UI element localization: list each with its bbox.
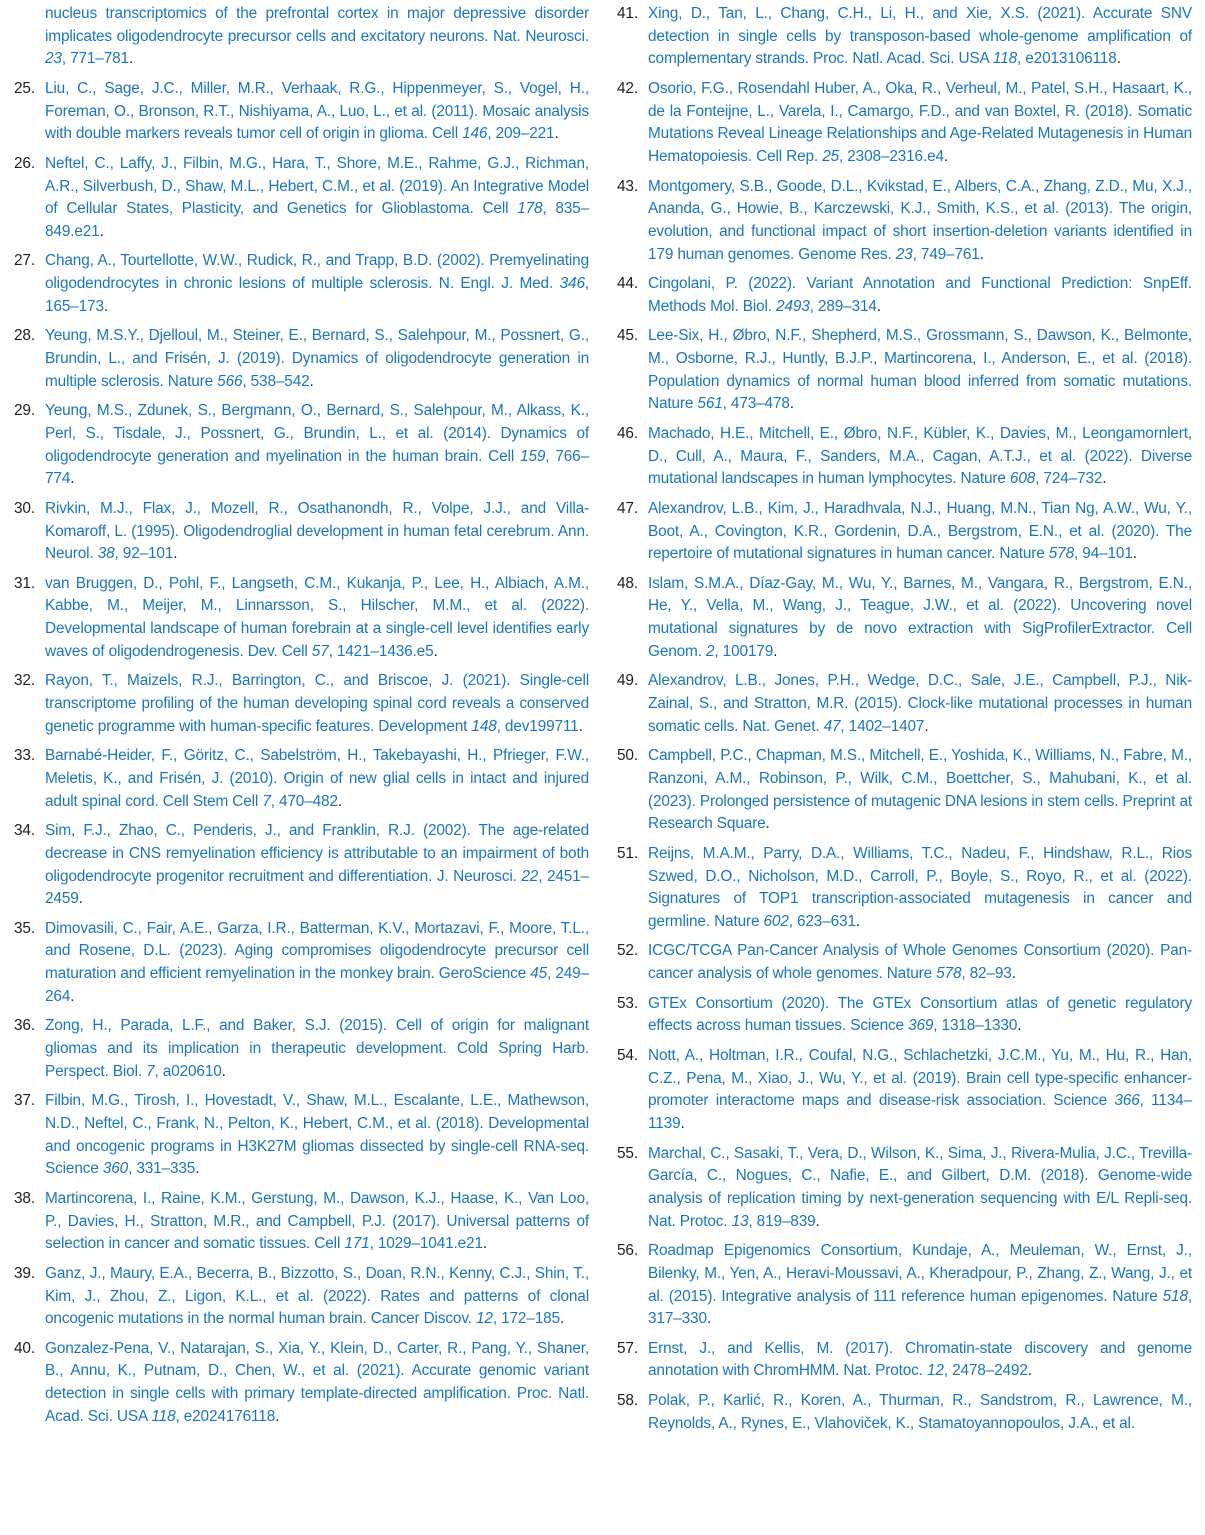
reference-pages: , 1318–1330 [933,1017,1018,1035]
reference-end-period: . [173,545,178,563]
reference-pages: , e2013106118 [1017,50,1117,68]
reference-item[interactable] [617,1143,1192,1234]
reference-citation-link[interactable]: Marchal, C., Sasaki, T., Vera, D., Wilson, K., Sima, J., Rivera-Mulia, J.C., Trevilla-García, C., Nogues, C., Nafie, E., and Gilbert, D.M. (2018). Genome-wide analysis of replication timing by next-generation sequencing with E/L Repli-seq. Nat. Protoc. [648,1144,1192,1230]
reference-citation-link[interactable]: Sim, F.J., Zhao, C., Penderis, J., and Franklin, R.J. (2002). The age-related decrease in CNS remyelination efficiency is attributable to an impairment of both oligodendrocyte progenitor recruitment and differentiation. J. Neurosci. [45,822,589,885]
reference-volume: 2493 [776,297,810,315]
reference-end-period: . [979,245,984,263]
reference-end-period: . [1116,50,1121,68]
reference-end-period: . [765,815,770,833]
reference-end-period: . [482,1235,488,1253]
reference-pages: , 209–221 [487,125,555,143]
reference-number: 38. [14,1189,35,1207]
reference-volume: 13 [731,1212,749,1230]
reference-pages: , e2024176118 [175,1407,276,1425]
reference-end-period: . [554,125,559,143]
reference-end-period: . [855,912,860,930]
reference-pages: , 165–173 [45,275,589,315]
reference-end-period: . [578,717,583,735]
reference-pages: , 82–93 [961,965,1012,983]
reference-citation-link[interactable]: Cingolani, P. (2022). Variant Annotation and Functional Prediction: SnpEff. Methods Mol. Biol. [648,275,1192,315]
reference-volume: 38 [97,545,115,563]
reference-volume: 23 [895,245,913,263]
reference-number: 53. [617,994,638,1012]
reference-item[interactable] [617,3,1192,71]
reference-end-period: . [309,372,314,390]
reference-number: 35. [14,919,35,937]
reference-item[interactable] [617,843,1192,934]
reference-number: 48. [617,574,638,592]
reference-volume: 118 [151,1407,176,1425]
reference-volume: 23 [45,50,62,68]
reference-citation-link[interactable]: nucleus transcriptomics of the prefrontal cortex in major depressive disorder implicates oligodendrocyte precursor cells and excitatory neurons. Nat. Neurosci. [45,5,589,45]
reference-number: 47. [617,499,638,517]
reference-number: 49. [617,672,638,690]
reference-item[interactable] [617,940,1192,985]
reference-citation-link[interactable]: Roadmap Epigenomics Consortium, Kundaje, A., Meuleman, W., Ernst, J., Bilenky, M., Yen, A., Heravi-Moussavi, A., Kheradpour, P., Zhang, Z., Wang, J., et al. (2015). Integrative analysis of 111 reference human epigenomes. Nature [648,1242,1192,1305]
reference-citation-link[interactable]: Nott, A., Holtman, I.R., Coufal, N.G., Schlachetzki, J.C.M., Yu, M., Hu, R., Han, C.Z., Pena, M., Xiao, J., Wu, Y., et al. (2019). Brain cell type-specific enhancer-promoter interactome maps and disease-risk association. Science [648,1046,1192,1110]
reference-volume: 47 [823,717,841,735]
reference-number: 30. [14,499,35,517]
reference-number: 43. [617,177,638,195]
reference-item[interactable] [617,273,1192,318]
reference-volume: 360 [102,1160,129,1178]
reference-number: 45. [617,327,638,345]
reference-citation-link[interactable]: Alexandrov, L.B., Kim, J., Haradhvala, N.J., Huang, M.N., Tian Ng, A.W., Wu, Y., Boot, A., Covington, K.R., Gordenin, D.A., Bergstrom, E.N., et al. (2020). The repertoire of mutational signatures in human cancer. Nature [648,499,1192,563]
reference-volume: 518 [1162,1287,1188,1305]
reference-citation-link[interactable]: Dimovasili, C., Fair, A.E., Garza, I.R., Batterman, K.V., Mortazavi, F., Moore, T.L., and Rosene, D.L. (2023). Aging compromises oligodendrocyte precursor cell maturation and efficient remyelination in the monkey brain. GeroScience [45,919,589,983]
reference-number: 52. [617,942,638,960]
reference-citation-link[interactable]: Ganz, J., Maury, E.A., Becerra, B., Bizzotto, S., Doan, R.N., Kenny, C.J., Shin, T., Kim, J., Zhou, Z., Ligon, K.L., et al. (2022). Rates and patterns of clonal oncogenic mutations in the normal human brain. Cancer Discov. [45,1264,589,1328]
reference-volume: 178 [517,200,543,218]
reference-pages: , 94–101 [1074,545,1133,563]
reference-pages: , 771–781 [61,50,129,68]
reference-pages: , 749–761 [912,245,980,263]
reference-citation-link[interactable]: Chang, A., Tourtellotte, W.W., Rudick, R., and Trapp, B.D. (2002). Premyelinating oligodendrocytes in chronic lesions of multiple sclerosis. N. Engl. J. Med. [45,252,589,293]
reference-volume: 25 [822,148,840,166]
reference-end-period: . [815,1212,820,1230]
reference-citation-link[interactable]: Campbell, P.C., Chapman, M.S., Mitchell, E., Yoshida, K., Williams, N., Fabre, M., Ranzoni, A.M., Robinson, P., Wilk, C.M., Boettcher, S., Mahubani, K., et al. (2023). Prolonged persistence of mutagenic DNA lesions in stem cells. Preprint at Research Square [648,747,1192,833]
reference-end-period: . [876,297,881,315]
reference-end-period: . [70,987,75,1005]
reference-volume: 566 [217,372,243,390]
reference-pages: , 835–849.e21 [45,200,589,240]
reference-number: 44. [617,275,638,293]
reference-citation-link[interactable]: Lee-Six, H., Øbro, N.F., Shepherd, M.S., Grossmann, S., Dawson, K., Belmonte, M., Osborne, R.J., Huntly, B.J.P., Martincorena, I., Anderson, E., et al. (2018). Population dynamics of normal human blood inferred from somatic mutations. Nature [648,327,1192,413]
reference-pages: , 172–185 [492,1310,560,1328]
reference-end-period: . [78,890,83,908]
reference-pages: , 473–478 [722,395,790,413]
reference-number: 50. [617,747,638,765]
reference-end-period: . [1017,1017,1022,1035]
reference-number: 56. [617,1242,638,1260]
reference-volume: 45 [530,965,548,983]
reference-end-period: . [1102,470,1107,488]
references-left-column [14,3,589,1435]
reference-citation-link[interactable]: Islam, S.M.A., Díaz-Gay, M., Wu, Y., Barnes, M., Vangara, R., Bergstrom, E.N., He, Y., Vella, M., Wang, J., Teague, J.W., et al. (2022). Uncovering novel mutational signatures by de novo extraction with SigProfilerExtractor. Cell Genom. [648,574,1192,660]
reference-volume: 608 [1009,470,1036,488]
reference-volume: 2 [705,642,715,660]
reference-volume: 148 [471,717,497,735]
reference-pages: , 2308–2316.e4 [839,148,944,166]
reference-number: 26. [14,154,35,172]
reference-volume: 146 [462,125,488,143]
reference-number: 55. [617,1144,638,1162]
reference-pages: , 538–542 [242,372,310,390]
reference-volume: 12 [475,1310,493,1328]
reference-end-period: . [221,1062,226,1080]
reference-item[interactable] [617,423,1192,491]
reference-citation-link[interactable]: Zong, H., Parada, L.F., and Baker, S.J. (2015). Cell of origin for malignant gliomas and its implication in therapeutic development. Cold Spring Harb. Perspect. Biol. [45,1017,589,1080]
reference-item[interactable] [14,78,589,146]
reference-citation-link[interactable]: Rayon, T., Maizels, R.J., Barrington, C., and Briscoe, J. (2021). Single-cell transcriptome profiling of the human developing spinal cord reveals a conserved genetic programme with human-specific features. Development [45,672,589,735]
reference-end-period: . [559,1310,565,1328]
reference-citation-link[interactable]: Alexandrov, L.B., Jones, P.H., Wedge, D.C., Sale, J.E., Campbell, P.J., Nik-Zainal, S., and Stratton, M.R. (2015). Clock-like mutational processes in human somatic cells. Nat. Genet. [648,672,1192,735]
reference-end-period: . [128,50,134,68]
reference-item[interactable] [617,1240,1192,1331]
reference-end-period: . [773,642,778,660]
reference-end-period: . [680,1115,685,1132]
reference-pages: , a020610 [154,1062,222,1080]
reference-citation-link[interactable]: Filbin, M.G., Tirosh, I., Hovestadt, V., Shaw, M.L., Escalante, L.E., Mathewson, N.D., Neftel, C., Frank, N., Pelton, K., Hebert, C.M., et al. (2018). Developmental and oncogenic programs in H3K27M gliomas dissected by single-cell RNA-seq. Science [45,1092,589,1178]
reference-number: 36. [14,1017,35,1035]
reference-pages: , 2451–2459 [45,867,589,908]
reference-volume: 7 [262,792,271,810]
reference-item[interactable] [14,400,589,491]
reference-item[interactable] [617,573,1192,664]
reference-item[interactable] [14,1015,589,1083]
reference-citation-link[interactable]: Yeung, M.S.Y., Djelloul, M., Steiner, E., Bernard, S., Salehpour, M., Possnert, G., Brundin, L., and Frisén, J. (2019). Dynamics of oligodendrocyte generation in multiple sclerosis. Nature [45,327,589,390]
reference-pages: , 1421–1436.e5 [328,642,434,660]
reference-item[interactable] [617,325,1192,416]
reference-number: 32. [14,672,35,690]
reference-volume: 22 [521,867,539,885]
reference-citation-link[interactable]: Montgomery, S.B., Goode, D.L., Kvikstad, E., Albers, C.A., Zhang, Z.D., Mu, X.J., Ananda, G., Howie, B., Karczewski, K.J., Smith, K.S., et al. (2013). The origin, evolution, and functional impact of short insertion-deletion variants identified in 179 human genomes. Genome Res. [648,177,1192,263]
reference-item[interactable] [14,1188,589,1256]
reference-number: 40. [14,1339,35,1357]
reference-end-period: . [195,1160,200,1178]
reference-item[interactable] [617,993,1192,1038]
reference-citation-link[interactable]: Rivkin, M.J., Flax, J., Mozell, R., Osathanondh, R., Volpe, J.J., and Villa-Komaroff, L. (1995). Oligodendroglial development in human fetal cerebrum. Ann. Neurol. [45,499,589,563]
reference-item[interactable] [617,498,1192,566]
reference-number: 27. [14,252,35,270]
reference-pages: , 766–774 [45,447,589,488]
reference-pages: , 100179 [714,642,774,660]
reference-number: 34. [14,822,35,840]
reference-number: 31. [14,574,35,592]
reference-pages: , 1134–1139 [648,1092,1192,1132]
reference-volume: 171 [344,1235,370,1253]
reference-end-period: . [706,1310,712,1328]
reference-volume: 12 [926,1362,944,1380]
reference-item[interactable] [617,1338,1192,1383]
reference-number: 29. [14,402,35,420]
reference-number: 42. [617,79,638,97]
reference-end-period: . [1132,545,1137,563]
reference-item[interactable] [617,176,1192,267]
reference-end-period: . [275,1407,280,1425]
reference-number: 51. [617,844,638,862]
reference-pages: , 623–631 [788,912,856,930]
reference-pages: , 317–330 [648,1287,1192,1328]
reference-volume: 369 [908,1017,934,1035]
reference-item[interactable] [617,1390,1192,1435]
reference-end-period: . [433,642,438,660]
reference-number: 41. [617,5,638,22]
reference-number: 39. [14,1264,35,1282]
reference-end-period: . [789,395,794,413]
reference-pages: , 470–482 [270,792,338,810]
reference-item[interactable] [617,745,1192,836]
reference-citation-link[interactable]: Martincorena, I., Raine, K.M., Gerstung, M., Dawson, K.J., Haase, K., Van Loo, P., Davies, H., Stratton, M.R., and Campbell, P.J. (2017). Universal patterns of selection in cancer and somatic tissues. Cell [45,1189,589,1253]
reference-end-period: . [943,148,949,166]
reference-citation-link[interactable]: ICGC/TCGA Pan-Cancer Analysis of Whole Genomes Consortium (2020). Pan-cancer analysis of whole genomes. Nature [648,942,1192,983]
reference-citation-link[interactable]: Xing, D., Tan, L., Chang, C.H., Li, H., and Xie, X.S. (2021). Accurate SNV detection in single cells by transposon-based whole-genome amplification of complementary strands. Proc. Natl. Acad. Sci. USA [648,5,1192,68]
reference-pages: , 819–839 [748,1212,816,1230]
reference-citation-link[interactable]: van Bruggen, D., Pohl, F., Langseth, C.M., Kukanja, P., Lee, H., Albiach, A.M., Kabbe, M., Meijer, M., Linnarsson, S., Hilscher, M.M., et al. (2022). Developmental landscape of human forebrain at a single-cell level identifies early waves of oligodendrogenesis. Dev. Cell [45,574,589,660]
reference-volume: 57 [311,642,329,660]
reference-citation-link[interactable]: Liu, C., Sage, J.C., Miller, M.R., Verhaak, R.G., Hippenmeyer, S., Vogel, H., Foreman, O., Bronson, R.T., Nishiyama, A., Luo, L., et al. (2011). Mosaic analysis with double markers reveals tumor cell of origin in glioma. Cell [45,79,589,143]
reference-volume: 346 [559,275,585,293]
reference-number: 46. [617,424,638,442]
reference-end-period: . [103,297,109,315]
reference-pages: , 2478–2492 [943,1362,1028,1380]
reference-citation-link[interactable]: Machado, H.E., Mitchell, E., Øbro, N.F., Kübler, K., Davies, M., Leongamornlert, D., Cull, A., Maura, F., Sanders, M.A., Cagan, A.T.J., et al. (2022). Diverse mutational landscapes in human lymphocytes. Nature [648,424,1192,488]
reference-item[interactable] [14,1338,589,1429]
reference-citation-link[interactable]: Polak, P., Karlić, R., Koren, A., Thurman, R., Sandstrom, R., Lawrence, M., Reynolds, A., Rynes, E., Vlahoviček, K., Stamatoyannopoulos, J.A., et al. [648,1391,1192,1432]
reference-pages: , 92–101 [114,545,174,563]
reference-number: 54. [617,1046,638,1064]
reference-volume: 578 [1048,545,1075,563]
reference-item[interactable] [14,153,589,244]
reference-item[interactable] [14,1263,589,1331]
reference-pages: , 249–264 [45,965,590,1005]
reference-item[interactable] [14,820,589,911]
reference-end-period: . [924,717,929,735]
reference-item[interactable] [14,573,589,664]
reference-volume: 159 [520,447,546,465]
reference-item[interactable] [617,1045,1192,1136]
reference-volume: 578 [936,965,962,983]
reference-number: 58. [617,1391,638,1409]
reference-volume: 602 [763,912,789,930]
reference-item[interactable] [14,670,589,738]
reference-pages: , dev199711 [496,717,579,735]
reference-item[interactable] [14,498,589,566]
reference-citation-link[interactable]: Neftel, C., Laffy, J., Filbin, M.G., Hara, T., Shore, M.E., Rahme, G.J., Richman, A.R., Silverbush, D., Shaw, M.L., Hebert, C.M., et al. (2019). An Integrative Model of Cellular States, Plasticity, and Genetics for Glioblastoma. Cell [45,154,589,218]
reference-item[interactable] [14,250,589,318]
reference-number: 25. [14,79,35,97]
reference-end-period: . [1027,1362,1032,1380]
reference-end-period: . [1011,965,1016,983]
reference-item[interactable] [14,3,589,71]
reference-volume: 366 [1114,1092,1140,1110]
reference-end-period: . [70,470,75,488]
reference-item[interactable] [617,670,1192,738]
reference-pages: , 1402–1407 [840,717,925,735]
reference-number: 28. [14,327,35,345]
reference-citation-link[interactable]: Gonzalez-Pena, V., Natarajan, S., Xia, Y., Klein, D., Carter, R., Pang, Y., Shaner, B., Annu, K., Putnam, D., Chen, W., et al. (2021). Accurate genomic variant detection in single cells with primary template-directed amplification. Proc. Natl. Acad. Sci. USA [45,1339,589,1425]
reference-end-period: . [337,792,342,810]
reference-volume: 7 [146,1062,155,1080]
reference-item[interactable] [14,918,589,1009]
reference-pages: , 289–314 [809,297,877,315]
reference-pages: , 724–732 [1035,470,1103,488]
reference-number: 57. [617,1339,638,1357]
references-right-column [617,3,1192,1442]
reference-citation-link[interactable]: Barnabé-Heider, F., Göritz, C., Sabelström, H., Takebayashi, H., Pfrieger, F.W., Meletis, K., and Frisén, J. (2010). Origin of new glial cells in intact and injured adult spinal cord. Cell Stem Cell [45,747,589,810]
reference-citation-link[interactable]: Ernst, J., and Kellis, M. (2017). Chromatin-state discovery and genome annotation with ChromHMM. Nat. Protoc. [648,1339,1192,1380]
reference-volume: 561 [697,395,723,413]
reference-number: 33. [14,747,35,765]
reference-pages: , 1029–1041.e21 [369,1235,483,1253]
reference-item[interactable] [14,325,589,393]
reference-citation-link[interactable]: Osorio, F.G., Rosendahl Huber, A., Oka, R., Verheul, M., Patel, S.H., Hasaart, K., de la Fonteijne, L., Varela, I., Camargo, F.D., and van Boxtel, R. (2018). Somatic Mutations Reveal Lineage Relationships and Age-Related Mutagenesis in Human Hematopoiesis. Cell Rep. [648,79,1193,166]
reference-item[interactable] [14,1090,589,1181]
reference-citation-link[interactable]: Yeung, M.S., Zdunek, S., Bergmann, O., Bernard, S., Salehpour, M., Alkass, K., Perl, S., Tisdale, J., Possnert, G., Brundin, L., et al. (2014). Dynamics of oligodendrocyte generation and myelination in the human brain. Cell [45,402,589,465]
reference-citation-link[interactable]: GTEx Consortium (2020). The GTEx Consortium atlas of genetic regulatory effects across human tissues. Science [648,994,1192,1035]
reference-pages: , 331–335 [128,1160,196,1178]
reference-item[interactable] [14,745,589,813]
reference-number: 37. [14,1092,35,1110]
reference-end-period: . [99,222,104,240]
reference-volume: 118 [992,50,1018,68]
reference-citation-link[interactable]: Reijns, M.A.M., Parry, D.A., Williams, T.C., Nadeu, F., Hindshaw, R.L., Rios Szwed, D.O., Nicholson, M.D., Carroll, P., Boyle, S., Royo, R., et al. (2022). Signatures of TOP1 transcription-associated mutagenesis in cancer and germline. Nature [648,844,1192,930]
reference-item[interactable] [617,78,1192,169]
